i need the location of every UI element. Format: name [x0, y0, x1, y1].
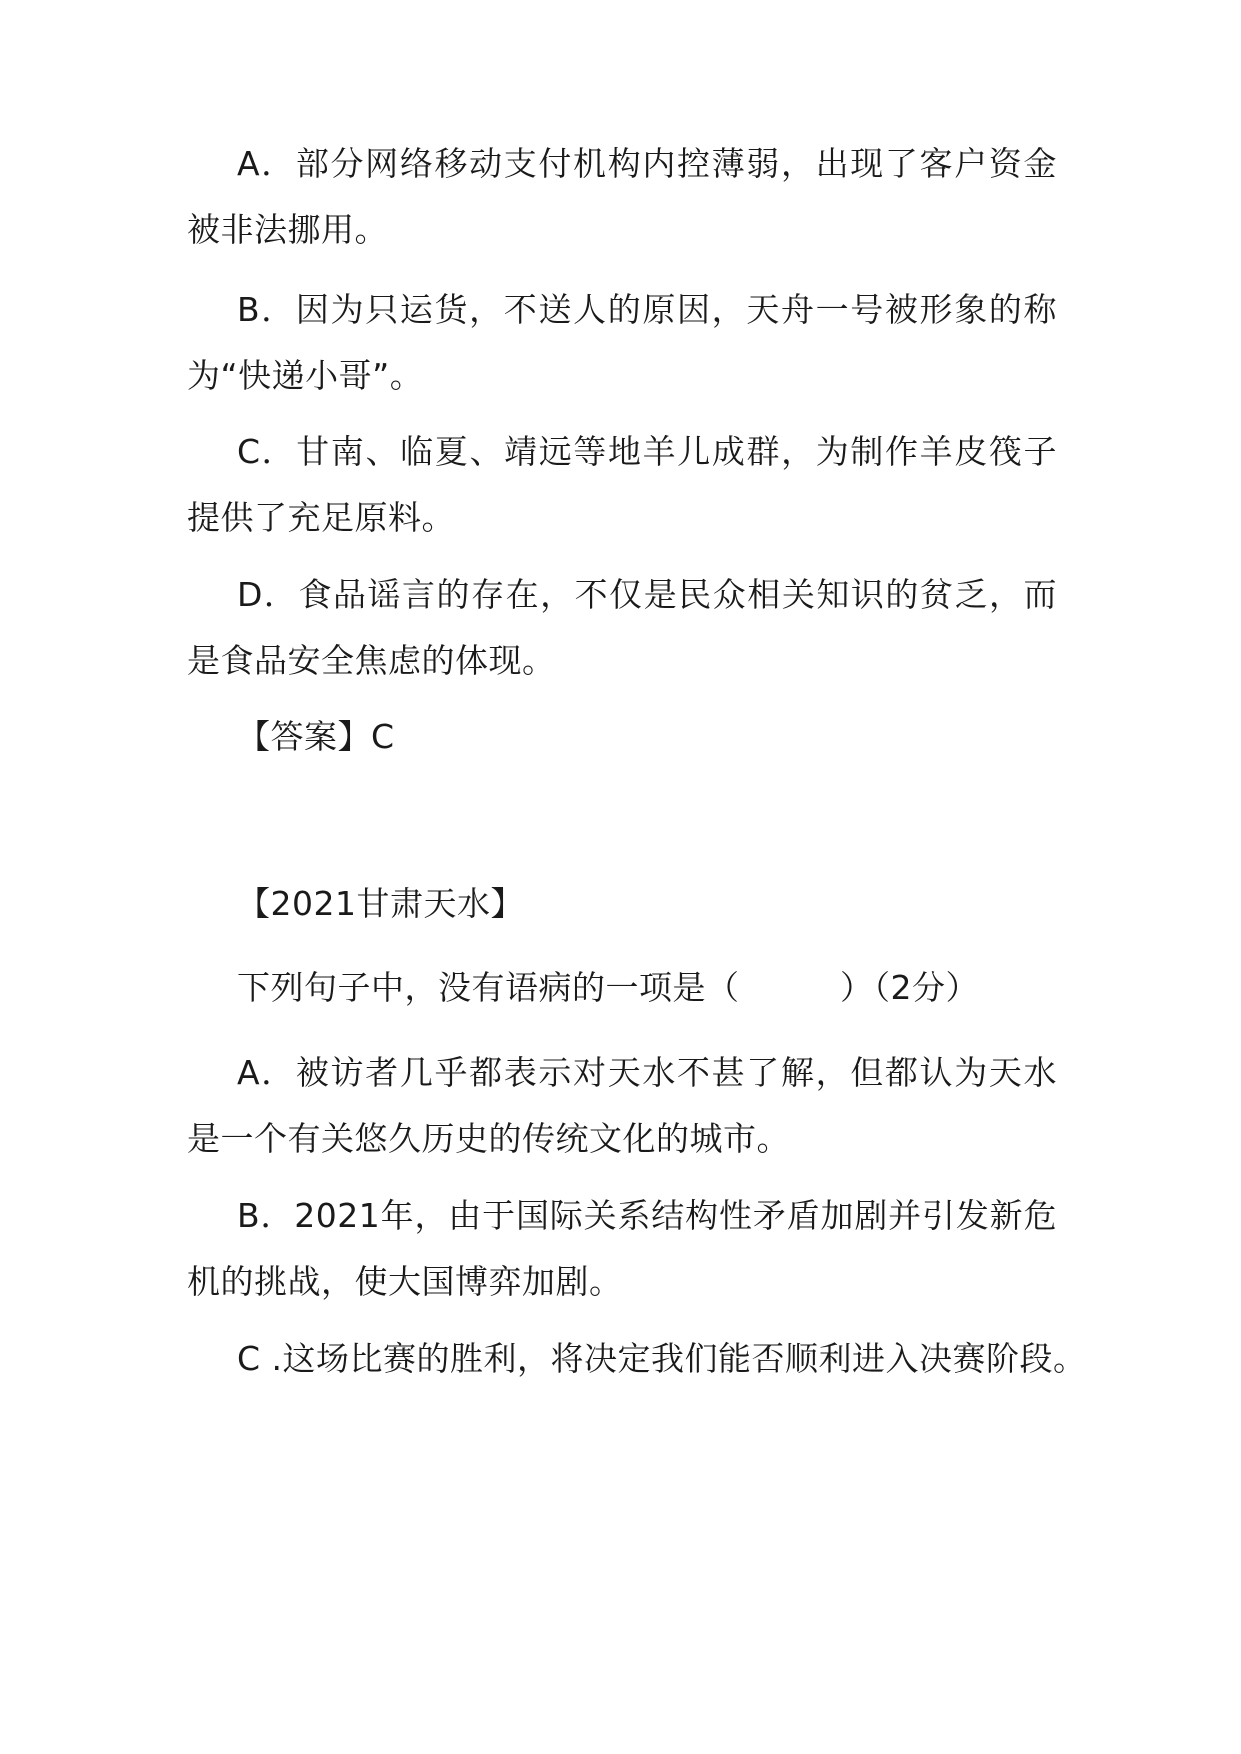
q2-option-b: B．2021年，由于国际关系结构性矛盾加剧并引发新危机的挑战，使大国博弈加剧。	[187, 1196, 1057, 1301]
q2-option-c: C .这场比赛的胜利，将决定我们能否顺利进入决赛阶段。	[237, 1339, 1087, 1378]
q2-prompt: 下列句子中，没有语病的一项是（ ）（2分）	[237, 968, 979, 1007]
q2-option-a: A．被访者几乎都表示对天水不甚了解，但都认为天水是一个有关悠久历史的传统文化的城市。	[187, 1053, 1057, 1158]
q1-option-c: C．甘南、临夏、靖远等地羊儿成群，为制作羊皮筏子提供了充足原料。	[187, 432, 1057, 537]
q2-source-heading: 【2021甘肃天水】	[237, 884, 524, 923]
q1-option-d: D．食品谣言的存在，不仅是民众相关知识的贫乏，而是食品安全焦虑的体现。	[187, 575, 1057, 680]
q1-option-b: B．因为只运货，不送人的原因，天舟一号被形象的称为“快递小哥”。	[187, 290, 1057, 395]
q1-option-a: A．部分网络移动支付机构内控薄弱，出现了客户资金被非法挪用。	[187, 144, 1057, 249]
q1-answer: 【答案】C	[237, 717, 395, 756]
